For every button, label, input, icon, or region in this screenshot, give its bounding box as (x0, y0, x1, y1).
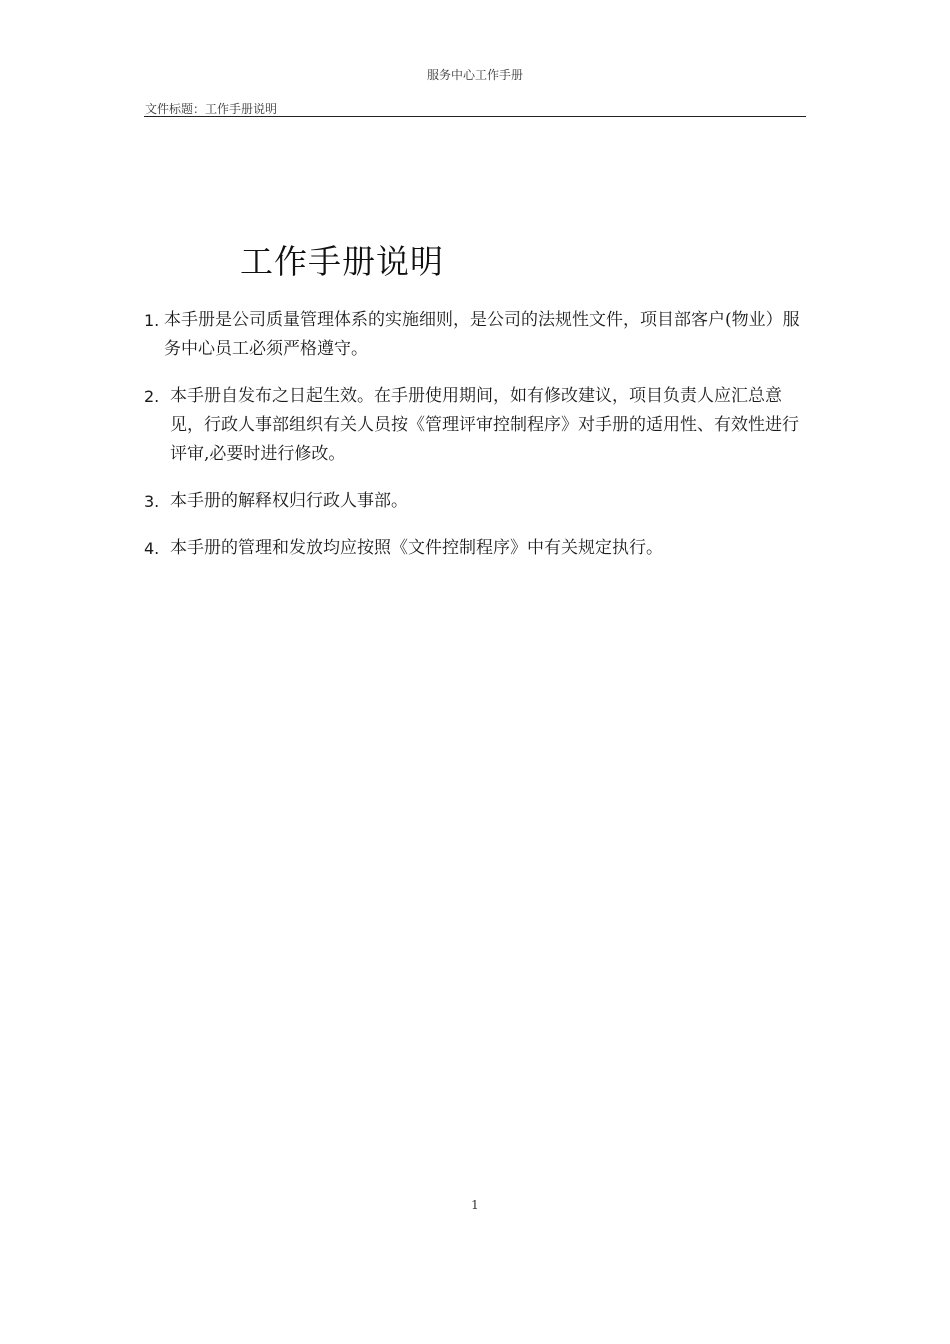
list-item-number: 2. (144, 387, 160, 406)
list-item-text: 本手册的解释权归行政人事部。 (170, 491, 408, 511)
list-item (144, 306, 812, 364)
list-item-text: 本手册自发布之日起生效。在手册使用期间，如有修改建议，项目负责人应汇总意见，行政人事部组织有关人员按《管理评审控制程序》对手册的适用性、有效性进行评审,必要时进行修改。 (170, 386, 799, 464)
page-number: 1 (471, 1198, 479, 1212)
instruction-list (144, 306, 812, 581)
list-item-number: 4. (144, 539, 160, 558)
document-title-label: 文件标题：工作手册说明 (145, 102, 278, 116)
list-item-number: 1. (144, 311, 160, 330)
list-item (144, 534, 812, 563)
header-divider (144, 116, 806, 117)
page-title: 工作手册说明 (240, 242, 444, 281)
list-item-text: 本手册是公司质量管理体系的实施细则，是公司的法规性文件，项目部客户(物业）服务中心员工必须严格遵守。 (164, 310, 800, 359)
list-item-number: 3. (144, 492, 160, 511)
list-item-text: 本手册的管理和发放均应按照《文件控制程序》中有关规定执行。 (170, 538, 663, 558)
list-item (144, 382, 812, 469)
running-header-title: 服务中心工作手册 (426, 68, 523, 82)
list-item (144, 487, 812, 516)
